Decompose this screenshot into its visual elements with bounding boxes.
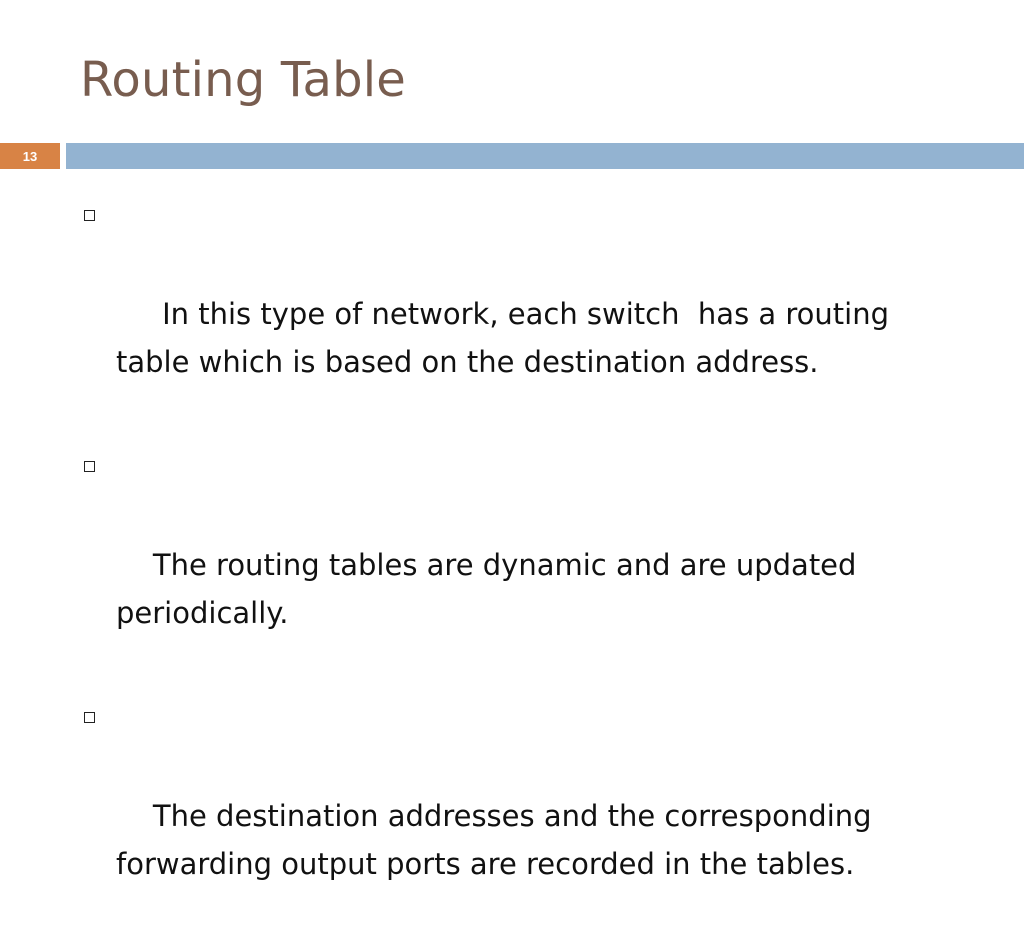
square-bullet-icon <box>84 712 95 723</box>
bullet-list <box>78 194 968 947</box>
page-number: 13 <box>22 148 38 164</box>
list-item <box>78 194 968 434</box>
bullet-text: The destination addresses and the corresponding forwarding output ports are recorded in the tables. <box>116 799 881 881</box>
square-bullet-icon <box>84 461 95 472</box>
list-item <box>78 445 968 685</box>
square-bullet-icon <box>84 210 95 221</box>
page-number-badge <box>0 143 60 169</box>
list-item <box>78 696 968 936</box>
bullet-text: In this type of network, each switch has a routing table which is based on the destination address. <box>116 297 899 379</box>
bullet-text: The routing tables are dynamic and are updated periodically. <box>116 548 866 630</box>
slide-title: Routing Table <box>80 52 407 108</box>
title-divider-bar <box>66 143 1024 169</box>
